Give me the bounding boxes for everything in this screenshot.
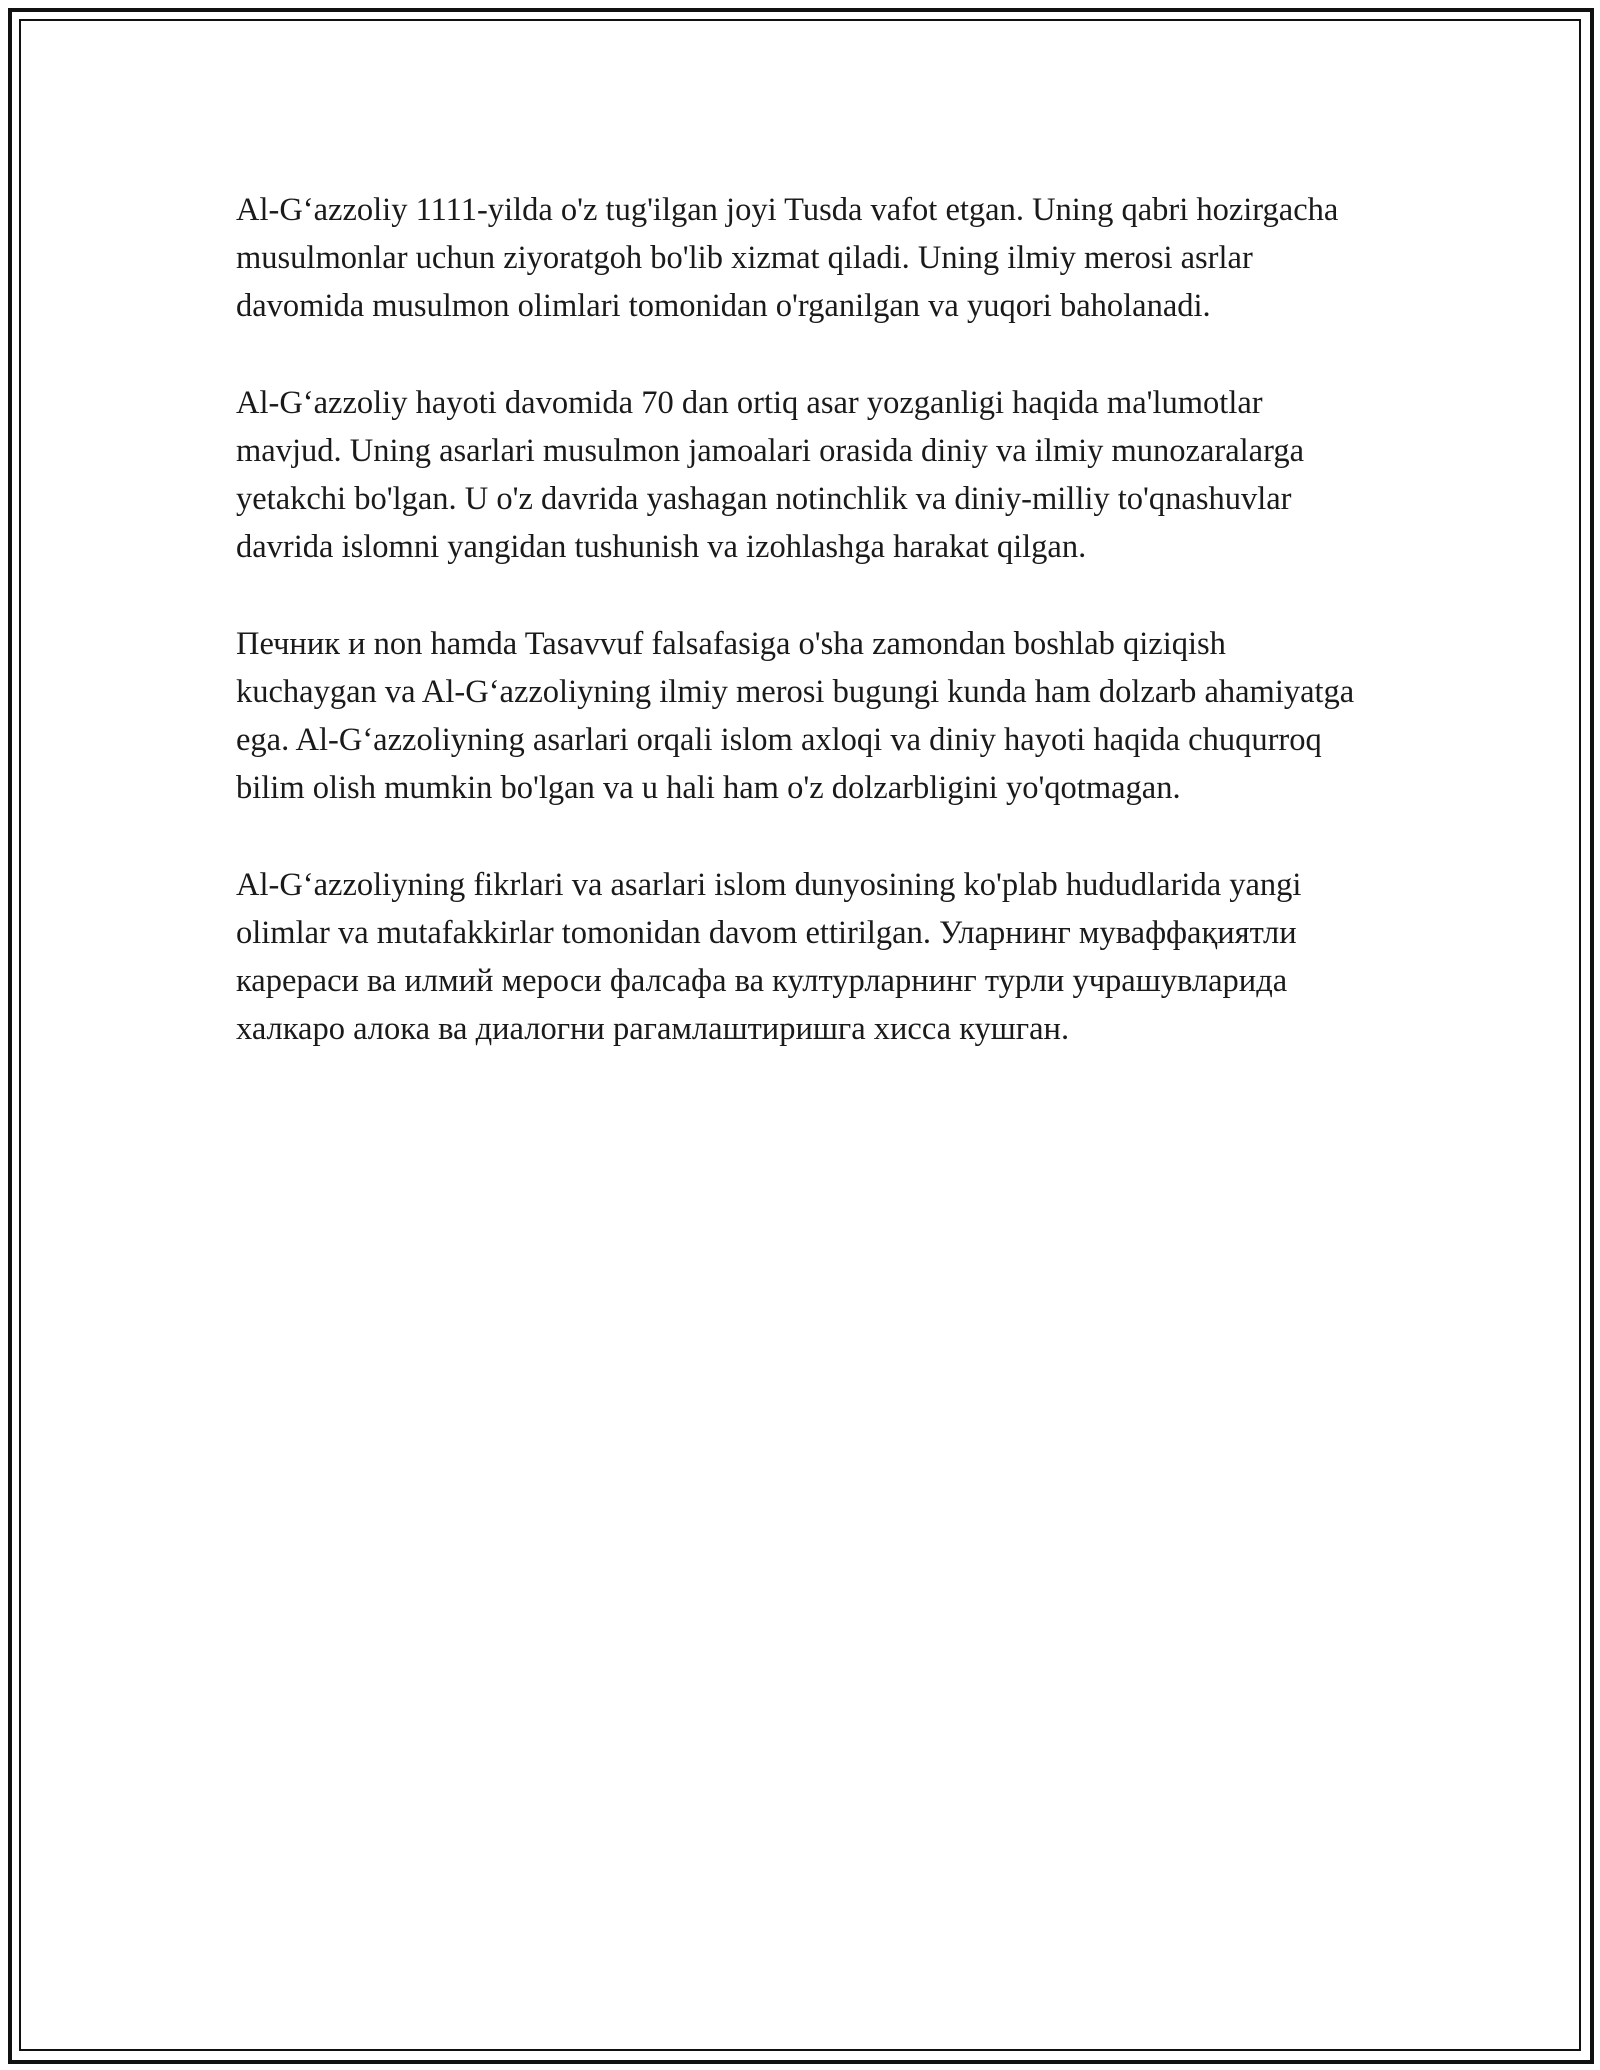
paragraph-1: Al-G‘azzoliy 1111-yilda o'z tug'ilgan joyi Tusda vafot etgan. Uning qabri hozirgacha musulmonlar uchun ziyoratgoh bo'lib xizmat qiladi. Uning ilmiy merosi asrlar davomida musulmon olimlari tomonidan o'rganilgan va yuqori baholanadi.	[236, 192, 1339, 325]
document-body	[236, 186, 1364, 1102]
paragraph-2: Al-G‘azzoliy hayoti davomida 70 dan ortiq asar yozganligi haqida ma'lumotlar mavjud. Uning asarlari musulmon jamoalari orasida diniy va ilmiy munozaralarga yetakchi bo'lgan. U o'z davrida yashagan notinchlik va diniy-milliy to'qnashuvlar davrida islomni yangidan tushunish va izohlashga harakat qilgan.	[236, 384, 1305, 566]
paragraph-3: Печник и non hamda Tasavvuf falsafasiga o'sha zamondan boshlab qiziqish kuchaygan va Al-G‘azzoliyning ilmiy merosi bugungi kunda ham dolzarb ahamiyatga ega. Al-G‘azzoliyning asarlari orqali islom axloqi va diniy hayoti haqida chuqurroq bilim olish mumkin bo'lgan va u hali ham o'z dolzarbligini yo'qotmagan.	[236, 625, 1355, 807]
paragraph-4: Al-G‘azzoliyning fikrlari va asarlari islom dunyosining ko'plab hududlarida yangi olimlar va mutafakkirlar tomonidan davom ettirilgan. Уларнинг муваффақиятли карераси ва илмий мероси фалсафа ва културларнинг турли учрашувларида халкаро алока ва диалогни рагамлаштиришга хисса кушган.	[236, 866, 1302, 1048]
